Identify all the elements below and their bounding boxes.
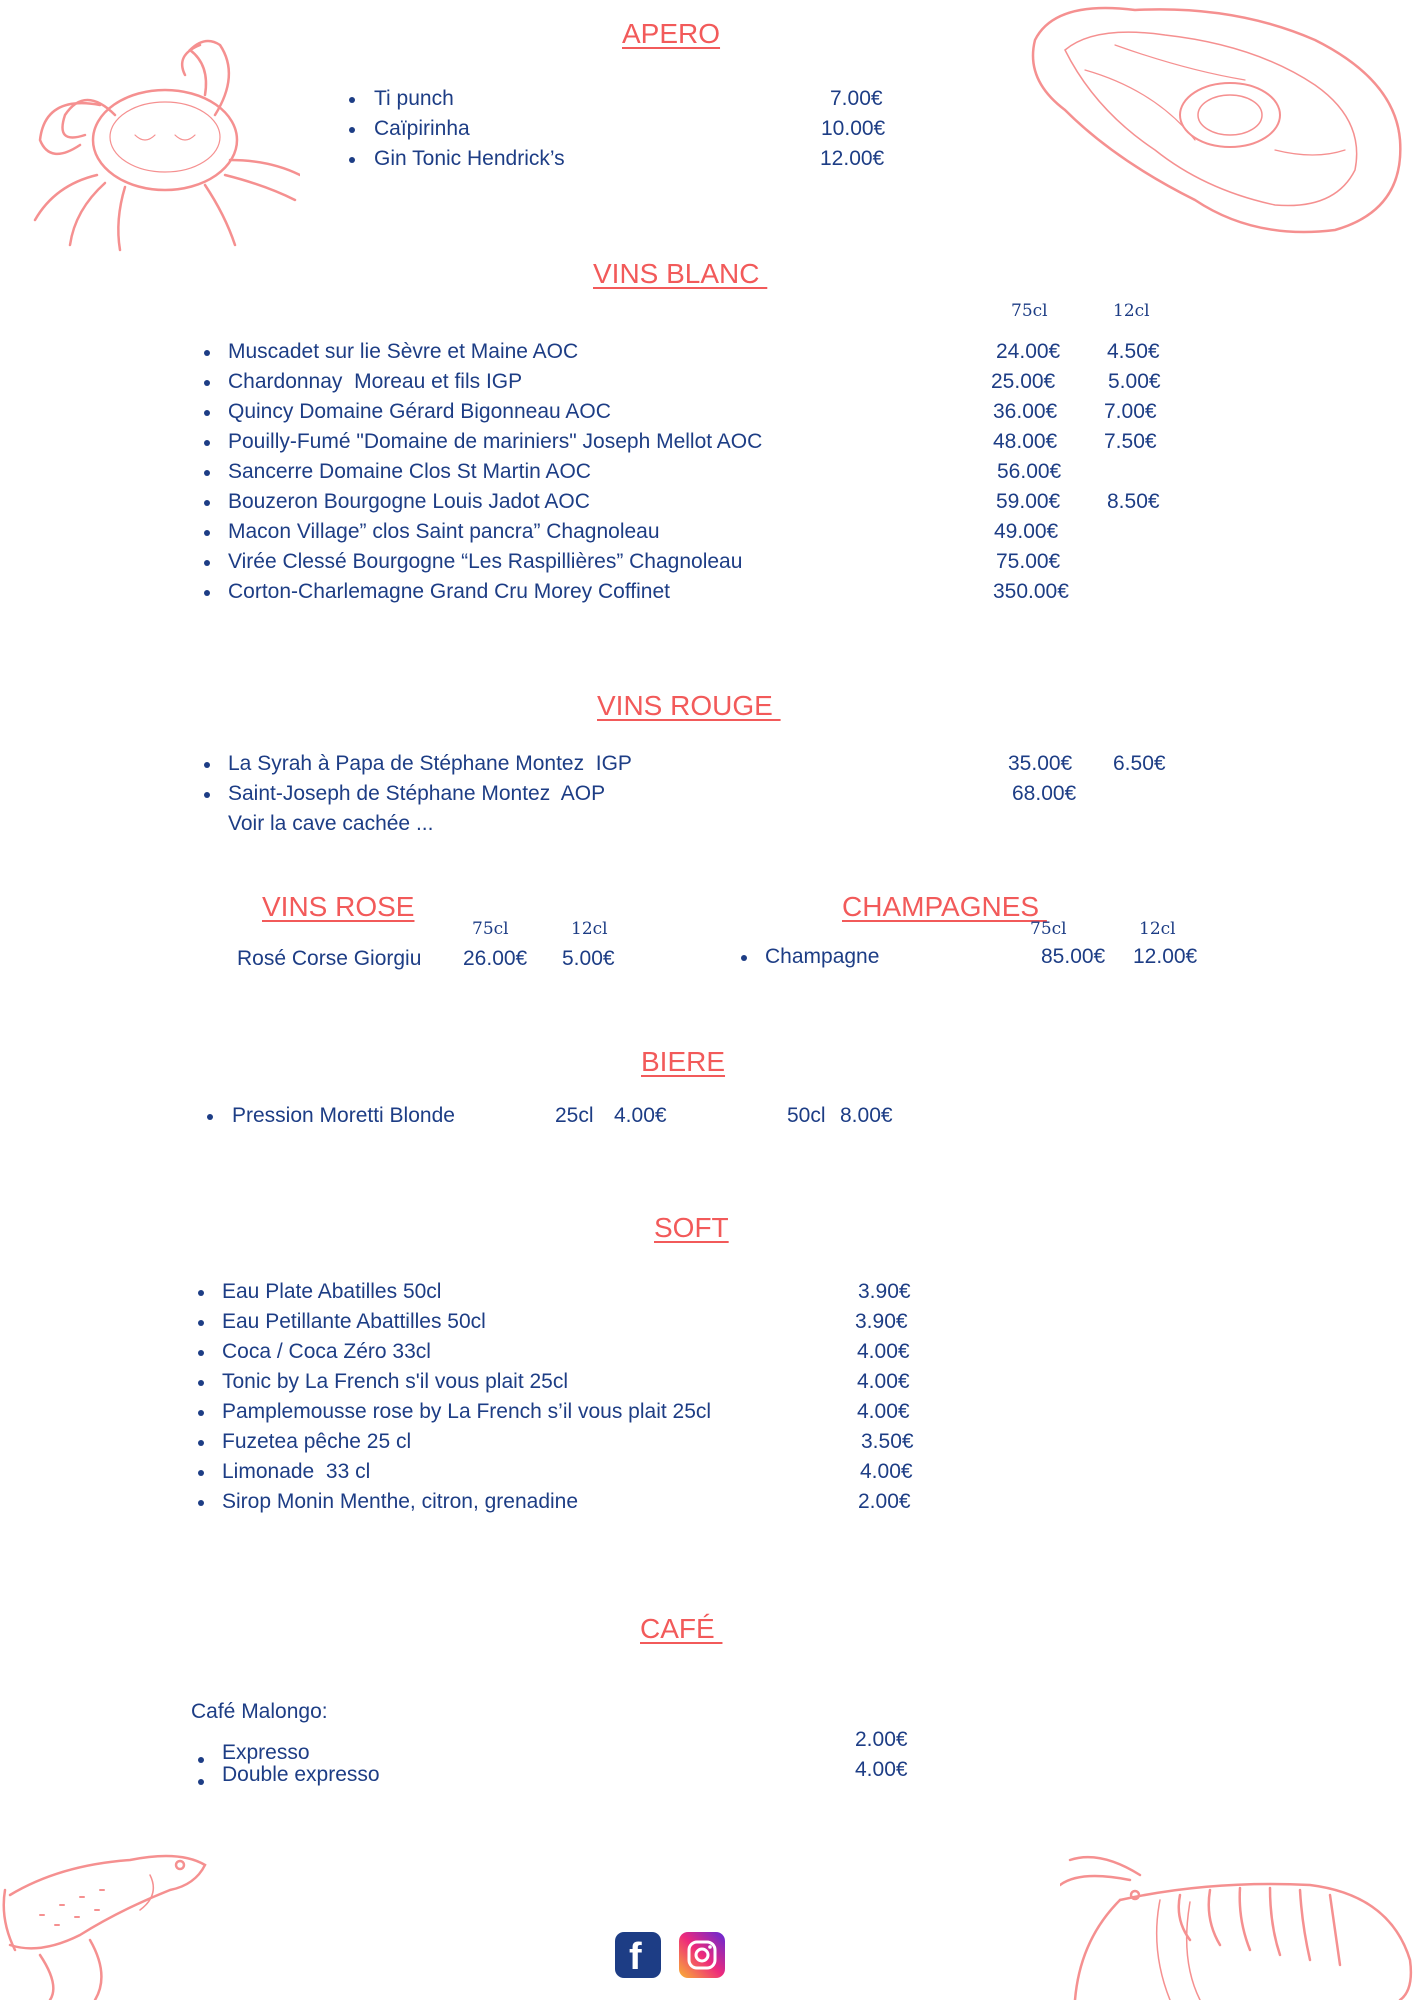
list-item-name: Ti punch xyxy=(374,87,454,110)
bullet xyxy=(204,440,210,446)
bullet xyxy=(207,1114,213,1120)
bullet xyxy=(204,380,210,386)
list-item-price-12cl: 4.50€ xyxy=(1107,340,1160,363)
cafe-title: CAFÉ xyxy=(640,1613,723,1644)
list-item-name: Gin Tonic Hendrick’s xyxy=(374,147,565,170)
champagnes-title: CHAMPAGNES xyxy=(842,891,1047,922)
bullet xyxy=(204,410,210,416)
bullet xyxy=(204,590,210,596)
instagram-icon[interactable] xyxy=(679,1932,725,1978)
column-75cl-label: 75cl xyxy=(472,919,509,939)
bullet xyxy=(198,1410,204,1416)
bullet xyxy=(198,1350,204,1356)
size-25cl: 25cl xyxy=(555,1104,594,1127)
list-item-price-75cl: 26.00€ xyxy=(463,947,528,970)
bullet xyxy=(198,1320,204,1326)
list-item-price-75cl: 49.00€ xyxy=(994,520,1059,543)
list-item-price: 7.00€ xyxy=(830,87,883,110)
shrimp-illustration xyxy=(1060,1840,1414,2000)
list-item-price-12cl: 12.00€ xyxy=(1133,945,1198,968)
list-item-name: Pouilly-Fumé "Domaine de mariniers" Joseph Mellot AOC xyxy=(228,430,763,453)
list-item-price-12cl: 8.50€ xyxy=(1107,490,1160,513)
soft-title: SOFT xyxy=(654,1212,729,1243)
list-item-price-75cl: 75.00€ xyxy=(996,550,1061,573)
list-item-name: Corton-Charlemagne Grand Cru Morey Coffinet xyxy=(228,580,670,603)
biere-title: BIERE xyxy=(641,1046,726,1077)
vins-blanc-title: VINS BLANC xyxy=(593,258,768,289)
list-item-price-75cl: 85.00€ xyxy=(1041,945,1106,968)
bullet xyxy=(198,1380,204,1386)
list-item-price: 4.00€ xyxy=(857,1340,910,1363)
list-item-price-12cl: 5.00€ xyxy=(562,947,615,970)
list-item-name: Tonic by La French s'il vous plait 25cl xyxy=(222,1370,569,1393)
bullet xyxy=(204,500,210,506)
bullet xyxy=(741,955,747,961)
list-item-name: La Syrah à Papa de Stéphane Montez IGP xyxy=(228,752,632,775)
list-item-price: 4.00€ xyxy=(857,1400,910,1423)
list-item-name: Sancerre Domaine Clos St Martin AOC xyxy=(228,460,591,483)
list-item-price-12cl: 7.50€ xyxy=(1104,430,1157,453)
list-item-name: Caïpirinha xyxy=(374,117,470,140)
list-item-name: Limonade 33 cl xyxy=(222,1460,371,1483)
list-item-price-12cl: 5.00€ xyxy=(1108,370,1161,393)
bullet xyxy=(349,97,355,103)
list-item-name: Expresso xyxy=(222,1741,310,1764)
list-item-price: 2.00€ xyxy=(858,1490,911,1513)
list-item-name: Saint-Joseph de Stéphane Montez AOP xyxy=(228,782,606,805)
list-item-price-75cl: 35.00€ xyxy=(1008,752,1073,775)
list-item-name: Macon Village” clos Saint pancra” Chagnoleau xyxy=(228,520,660,543)
list-item-price: 4.00€ xyxy=(855,1758,908,1781)
list-item-name: Coca / Coca Zéro 33cl xyxy=(222,1340,431,1363)
bullet xyxy=(204,530,210,536)
bullet xyxy=(204,470,210,476)
column-12cl-label: 12cl xyxy=(571,919,608,939)
list-item-price-75cl: 36.00€ xyxy=(993,400,1058,423)
list-item-price: 3.90€ xyxy=(858,1280,911,1303)
list-item-name: Bouzeron Bourgogne Louis Jadot AOC xyxy=(228,490,590,513)
list-item-price-12cl: 7.00€ xyxy=(1104,400,1157,423)
list-item-name: Fuzetea pêche 25 cl xyxy=(222,1430,412,1453)
bullet xyxy=(349,127,355,133)
list-item-price: 12.00€ xyxy=(820,147,885,170)
camera-icon xyxy=(679,1932,725,1978)
vins-rouge-title: VINS ROUGE xyxy=(597,690,781,721)
list-item-price: 4.00€ xyxy=(857,1370,910,1393)
list-item-name: Eau Plate Abatilles 50cl xyxy=(222,1280,442,1303)
facebook-glyph: f xyxy=(629,1936,642,1978)
bullet xyxy=(204,762,210,768)
column-75cl-label: 75cl xyxy=(1030,919,1067,939)
list-item-name: Rosé Corse Giorgiu xyxy=(237,947,422,970)
list-item-price: 10.00€ xyxy=(821,117,886,140)
list-item-price-75cl: 24.00€ xyxy=(996,340,1061,363)
list-item-price-75cl: 68.00€ xyxy=(1012,782,1077,805)
bullet xyxy=(198,1500,204,1506)
vins-rose-title: VINS ROSE xyxy=(262,891,415,922)
price-25cl: 4.00€ xyxy=(614,1104,667,1127)
bullet xyxy=(204,350,210,356)
list-item-name: Champagne xyxy=(765,945,880,968)
cave-note: Voir la cave cachée ... xyxy=(228,812,434,835)
apero-title: APERO xyxy=(622,18,721,49)
column-75cl-label: 75cl xyxy=(1011,301,1048,321)
list-item-price-75cl: 59.00€ xyxy=(996,490,1061,513)
list-item-name: Eau Petillante Abattilles 50cl xyxy=(222,1310,486,1333)
fish-illustration xyxy=(0,1835,215,2000)
list-item-price-75cl: 48.00€ xyxy=(993,430,1058,453)
crab-illustration xyxy=(25,25,300,255)
list-item-price: 3.50€ xyxy=(861,1430,914,1453)
list-item-price-75cl: 350.00€ xyxy=(993,580,1069,603)
list-item-name: Pression Moretti Blonde xyxy=(232,1104,455,1127)
list-item-price: 2.00€ xyxy=(855,1728,908,1751)
column-12cl-label: 12cl xyxy=(1113,301,1150,321)
size-50cl: 50cl xyxy=(787,1104,826,1127)
list-item-name: Sirop Monin Menthe, citron, grenadine xyxy=(222,1490,579,1513)
list-item-name: Pamplemousse rose by La French s’il vous plait 25cl xyxy=(222,1400,712,1423)
bullet xyxy=(198,1779,204,1785)
facebook-icon[interactable] xyxy=(615,1932,661,1978)
bullet xyxy=(198,1440,204,1446)
oyster-illustration xyxy=(1015,0,1414,240)
list-item-price-75cl: 25.00€ xyxy=(991,370,1056,393)
bullet xyxy=(204,560,210,566)
list-item-name: Quincy Domaine Gérard Bigonneau AOC xyxy=(228,400,611,423)
bullet xyxy=(198,1757,204,1763)
bullet xyxy=(204,792,210,798)
list-item-name: Chardonnay Moreau et fils IGP xyxy=(228,370,523,393)
list-item-price-75cl: 56.00€ xyxy=(997,460,1062,483)
list-item-name: Muscadet sur lie Sèvre et Maine AOC xyxy=(228,340,579,363)
bullet xyxy=(198,1470,204,1476)
column-12cl-label: 12cl xyxy=(1139,919,1176,939)
price-50cl: 8.00€ xyxy=(840,1104,893,1127)
list-item-price-12cl: 6.50€ xyxy=(1113,752,1166,775)
list-item-price: 4.00€ xyxy=(860,1460,913,1483)
cafe-subtitle: Café Malongo: xyxy=(191,1700,328,1723)
bullet xyxy=(349,157,355,163)
list-item-name: Virée Clessé Bourgogne “Les Raspillières” Chagnoleau xyxy=(228,550,743,573)
bullet xyxy=(198,1290,204,1296)
list-item-price: 3.90€ xyxy=(855,1310,908,1333)
list-item-name: Double expresso xyxy=(222,1763,380,1786)
